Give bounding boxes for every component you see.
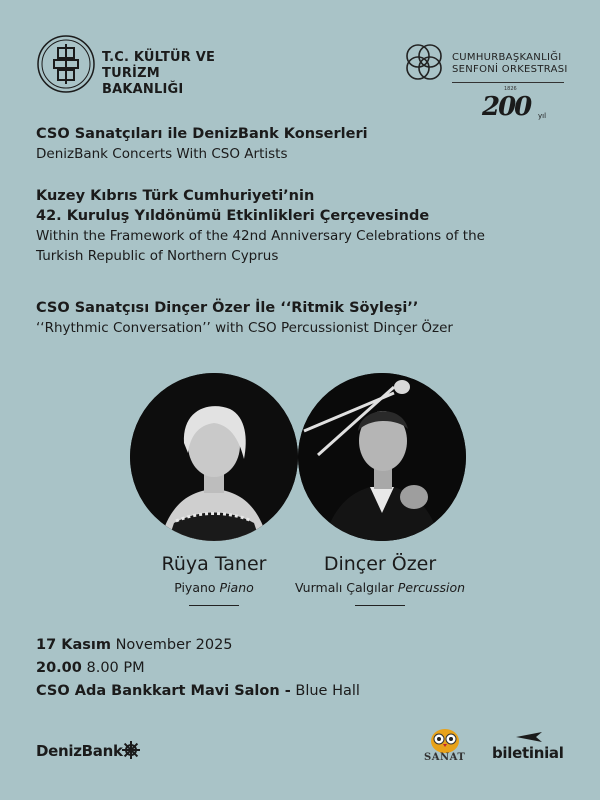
ship-wheel-icon bbox=[121, 740, 141, 760]
event-date-tr: 17 Kasım bbox=[36, 637, 111, 653]
series-title-en: DenizBank Concerts With CSO Artists bbox=[36, 146, 288, 162]
occasion-block bbox=[36, 186, 576, 266]
artist-underline-1 bbox=[189, 605, 239, 606]
sanat-logo bbox=[420, 724, 470, 768]
ministry-logo bbox=[36, 34, 266, 98]
occasion-title-tr-1: Kuzey Kıbrıs Türk Cumhuriyeti’nin bbox=[36, 188, 315, 204]
artist-name-2: Dinçer Özer bbox=[323, 553, 437, 575]
concert-title-en: ‘‘Rhythmic Conversation’’ with CSO Percussionist Dinçer Özer bbox=[36, 320, 453, 336]
event-time bbox=[36, 657, 145, 679]
biletinial-logo bbox=[492, 728, 568, 768]
plane-icon bbox=[514, 728, 544, 744]
series-block bbox=[36, 124, 576, 164]
artist-role-tr-1: Piyano bbox=[174, 580, 216, 595]
owl-icon bbox=[420, 724, 470, 754]
event-time-en: 8.00 PM bbox=[86, 660, 145, 676]
ministry-emblem-icon bbox=[36, 34, 96, 94]
cso-line-2: SENFONİ ORKESTRASI bbox=[452, 64, 568, 75]
cso-anniversary-suffix: yıl bbox=[538, 112, 547, 120]
cso-founding-year: 1826 bbox=[504, 86, 517, 92]
cso-line-1: CUMHURBAŞKANLIĞI bbox=[452, 52, 562, 63]
event-date-en: November 2025 bbox=[115, 637, 233, 653]
artist-role-en-2: Percussion bbox=[397, 580, 466, 595]
artist-underline-2 bbox=[355, 605, 405, 606]
occasion-title-en-1: Within the Framework of the 42nd Anniversary Celebrations of the bbox=[36, 228, 485, 244]
portrait-ruya-taner bbox=[130, 373, 298, 541]
event-venue bbox=[36, 680, 360, 702]
artist-name-1: Rüya Taner bbox=[161, 553, 267, 575]
ministry-line-1: T.C. KÜLTÜR VE TURİZM bbox=[102, 50, 216, 81]
percussionist-photo bbox=[298, 373, 466, 541]
cso-rings-icon bbox=[400, 38, 450, 88]
biletinial-logo-text: biletinial bbox=[492, 744, 564, 762]
denizbank-logo-text: DenizBank bbox=[36, 742, 123, 760]
occasion-title-en-2: Turkish Republic of Northern Cyprus bbox=[36, 248, 279, 264]
ministry-line-2: BAKANLIĞI bbox=[102, 82, 184, 97]
event-venue-en: Blue Hall bbox=[295, 683, 360, 699]
sanat-logo-text: SANAT bbox=[424, 752, 466, 763]
artist-role-tr-2: Vurmalı Çalgılar bbox=[294, 580, 394, 595]
pianist-photo bbox=[130, 373, 298, 541]
portrait-dincer-ozer bbox=[298, 373, 466, 541]
cso-divider bbox=[452, 82, 564, 83]
series-title-tr: CSO Sanatçıları ile DenizBank Konserleri bbox=[36, 126, 368, 142]
cso-anniversary: 200 bbox=[482, 92, 531, 122]
event-venue-tr: CSO Ada Bankkart Mavi Salon - bbox=[36, 683, 291, 699]
ministry-name bbox=[102, 50, 266, 98]
event-date bbox=[36, 634, 233, 656]
event-time-tr: 20.00 bbox=[36, 660, 82, 676]
concert-title-tr: CSO Sanatçısı Dinçer Özer İle ‘‘Ritmik Söyleşi’’ bbox=[36, 300, 419, 316]
cso-logo bbox=[400, 38, 580, 128]
concert-block bbox=[36, 298, 576, 338]
cso-name bbox=[452, 52, 568, 76]
artist-role-2 bbox=[270, 580, 490, 595]
occasion-title-tr-2: 42. Kuruluş Yıldönümü Etkinlikleri Çerçevesinde bbox=[36, 208, 430, 224]
artist-role-en-1: Piano bbox=[219, 580, 254, 595]
